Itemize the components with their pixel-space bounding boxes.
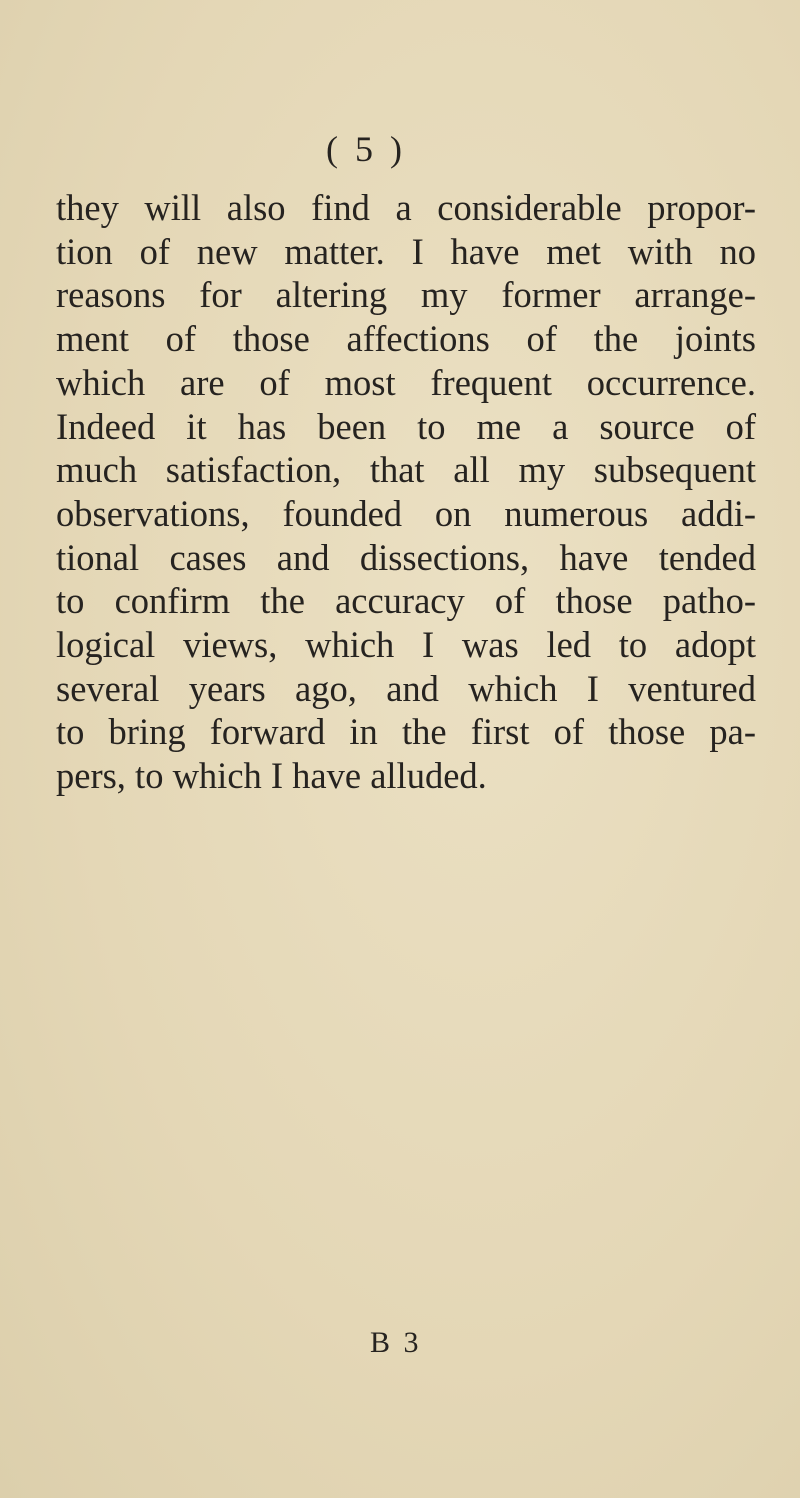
text-line: pers, to which I have alluded. bbox=[56, 755, 487, 797]
text-line: to bring forward in the first of those pa- bbox=[56, 711, 756, 753]
body-paragraph bbox=[56, 186, 756, 798]
text-line: tion of new matter. I have met with no bbox=[56, 230, 756, 272]
text-line: Indeed it has been to me a source of bbox=[56, 405, 756, 447]
text-line: observations, founded on numerous addi- bbox=[56, 492, 756, 534]
page-number: ( 5 ) bbox=[326, 129, 406, 169]
text-line: logical views, which I was led to adopt bbox=[56, 624, 756, 666]
text-line: they will also find a considerable propor- bbox=[56, 187, 756, 228]
text-line: reasons for altering my former arrange- bbox=[56, 274, 756, 316]
text-line: ment of those affections of the joints bbox=[56, 318, 756, 360]
text-line: much satisfaction, that all my subsequent bbox=[56, 449, 756, 491]
text-line: several years ago, and which I ventured bbox=[56, 667, 756, 709]
text-line: tional cases and dissections, have tended bbox=[56, 536, 756, 578]
text-line: which are of most frequent occurrence. bbox=[56, 361, 756, 403]
signature-mark: B 3 bbox=[370, 1326, 422, 1359]
text-line: to confirm the accuracy of those patho- bbox=[56, 580, 756, 622]
